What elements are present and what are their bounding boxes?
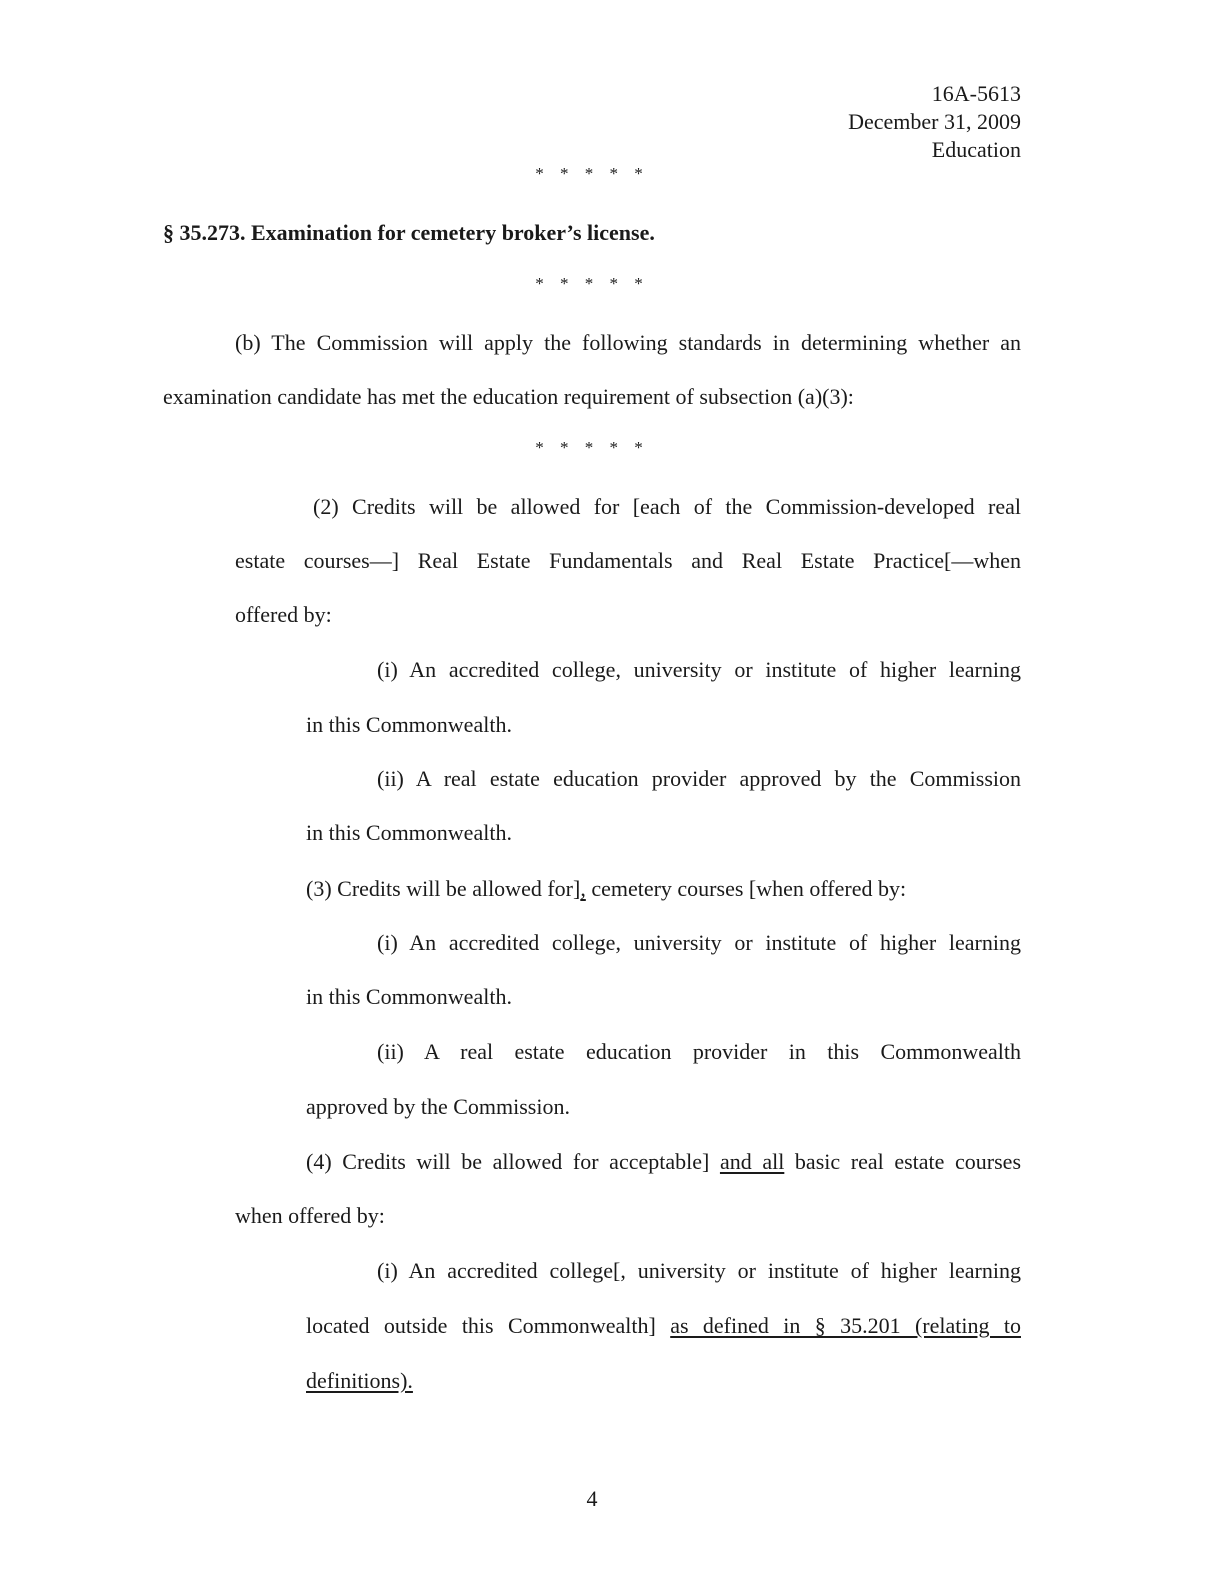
para-2-line-3: offered by:: [235, 602, 332, 627]
para-4-i-line-2-start: located outside this Commonwealth]: [306, 1313, 671, 1338]
para-4-i-line-2: [306, 1313, 1021, 1339]
para-4-line-1: [306, 1149, 1021, 1175]
para-4-line-1-start: (4) Credits will be allowed for acceptable]: [306, 1149, 720, 1174]
para-3-line-1: [306, 876, 906, 902]
para-2-ii-line-2: in this Commonwealth.: [306, 820, 512, 845]
para-b-line-2: examination candidate has met the education requirement of subsection (a)(3):: [163, 384, 854, 409]
para-2-ii-line-1: (ii) A real estate education provider approved by the Commission: [377, 766, 1021, 791]
para-4-i-line-1: (i) An accredited college[, university or institute of higher learning: [377, 1258, 1021, 1283]
page-number: 4: [586, 1486, 598, 1511]
para-2-line-1: (2) Credits will be allowed for [each of the Commission-developed real: [313, 494, 1021, 519]
para-4-i-line-3: [306, 1368, 413, 1394]
para-2-i-line-2: in this Commonwealth.: [306, 712, 512, 737]
para-3-line-1-start: (3) Credits will be allowed for]: [306, 876, 581, 901]
document-number: 16A-5613: [931, 81, 1021, 106]
para-4-i-line-3-inserted: definitions).: [306, 1368, 413, 1393]
separator-3: * * * * *: [535, 438, 649, 457]
para-3-ii-line-2: approved by the Commission.: [306, 1094, 570, 1119]
para-2-line-2: estate courses—] Real Estate Fundamentals and Real Estate Practice[—when: [235, 548, 1021, 573]
para-4-i-line-2-inserted: as defined in § 35.201 (relating to: [670, 1313, 1021, 1338]
para-3-i-line-2: in this Commonwealth.: [306, 984, 512, 1009]
separator-1: * * * * *: [535, 164, 649, 183]
para-3-line-1-inserted: ,: [580, 876, 586, 901]
separator-2: * * * * *: [535, 274, 649, 293]
para-b-line-1: (b) The Commission will apply the following standards in determining whether an: [235, 330, 1021, 355]
para-3-line-1-end: cemetery courses [when offered by:: [585, 876, 907, 901]
document-category: Education: [931, 137, 1021, 162]
para-4-line-1-inserted: and all: [719, 1149, 785, 1174]
para-4-line-2: when offered by:: [235, 1203, 385, 1228]
para-3-ii-line-1: (ii) A real estate education provider in this Commonwealth: [377, 1039, 1021, 1064]
para-3-i-line-1: (i) An accredited college, university or institute of higher learning: [377, 930, 1021, 955]
para-2-i-line-1: (i) An accredited college, university or institute of higher learning: [377, 657, 1021, 682]
section-heading: § 35.273. Examination for cemetery broker’s license.: [163, 220, 655, 245]
document-date: December 31, 2009: [848, 109, 1021, 134]
para-4-line-1-end: basic real estate courses: [784, 1149, 1022, 1174]
